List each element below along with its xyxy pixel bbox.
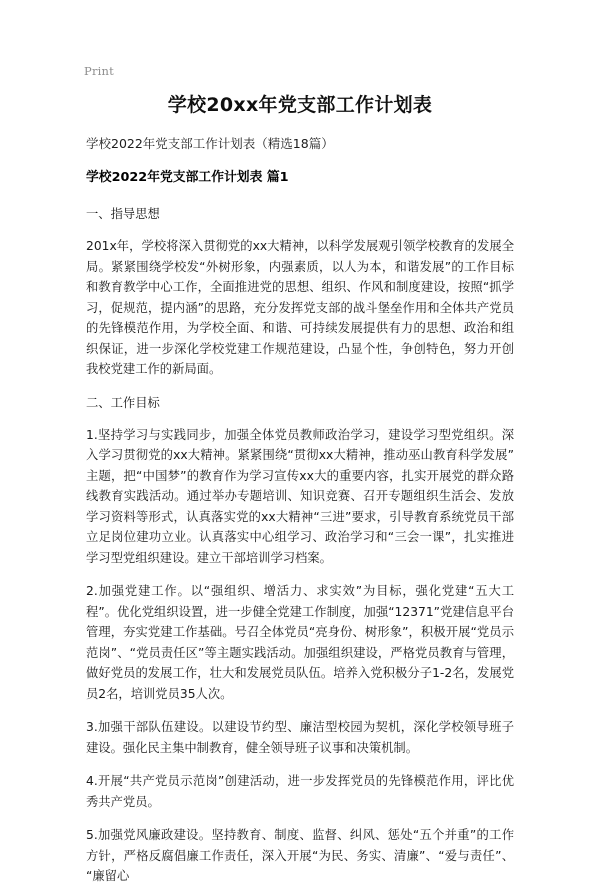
page-title: 学校20xx年党支部工作计划表 (167, 94, 433, 116)
print-label[interactable]: Print (84, 64, 114, 78)
document-subtitle: 学校2022年党支部工作计划表（精选18篇） (86, 136, 334, 151)
section-paragraph: 201x年，学校将深入贯彻党的xx大精神，以科学发展观引领学校教育的发展全局。紧紧围绕学校发“外树形象，内强素质，以人为本，和谐发展”的工作目标和教育教学中心工作，全面推进党的思想、组织、作风和制度建设，按照“抓学习，促规范，提内涵”的思路，充分发挥党支部的战斗堡垒作用和全体共产党员的先锋模范作用，为学校全面、和谐、可持续发展提供有力的思想、政治和组织保证，进一步深化学校党建工作规范建设，凸显个性，争创特色，努力开创我校党建工作的新局面。 (86, 239, 514, 376)
collection-heading: 学校2022年党支部工作计划表 篇1 (86, 170, 289, 185)
section-heading-work-goals: 二、工作目标 (86, 395, 160, 410)
document-content (86, 92, 514, 887)
section-paragraph-item-1: 1.坚持学习与实践同步，加强全体党员教师政治学习，建设学习型党组织。深入学习贯彻党的xx大精神。紧紧围绕“贯彻xx大精神，推动巫山教育科学发展”主题，把“中国梦”的教育作为学习宣传xx大的重要内容，扎实开展党的群众路线教育实践活动。通过举办专题培训、知识竞赛、召开专题组织生活会、发放学习资料等形式，认真落实党的xx大精神“三进”要求，引导教育系统党员干部立足岗位建功立业。认真落实中心组学习、政治学习和“三会一课”，扎实推进学习型党组织建设。建立干部培训学习档案。 (86, 427, 514, 565)
section-paragraph-item-5: 5.加强党风廉政建设。坚持教育、制度、监督、纠风、惩处“五个并重”的工作方针，严格反腐倡廉工作责任，深入开展“为民、务实、清廉”、“爱与责任”、“廉留心 (86, 828, 514, 883)
section-paragraph-item-2: 2.加强党建工作。以“强组织、增活力、求实效”为目标，强化党建“五大工程”。优化党组织设置，进一步健全党建工作制度，加强“12371”党建信息平台管理，夯实党建工作基础。号召全体党员“亮身份、树形象”，积极开展“党员示范岗”、“党员责任区”等主题实践活动。加强组织建设，严格党员教育与管理，做好党员的发展工作，壮大和发展党员队伍。培养入党积极分子1-2名，发展党员2名，培训党员35人次。 (86, 584, 514, 701)
section-paragraph-item-4: 4.开展“共产党员示范岗”创建活动，进一步发挥党员的先锋模范作用，评比优秀共产党员。 (86, 774, 514, 809)
section-heading-guiding-thought: 一、指导思想 (86, 207, 160, 221)
section-paragraph-item-3: 3.加强干部队伍建设。以建设节约型、廉洁型校园为契机，深化学校领导班子建设。强化民主集中制教育，健全领导班子议事和决策机制。 (86, 720, 514, 755)
